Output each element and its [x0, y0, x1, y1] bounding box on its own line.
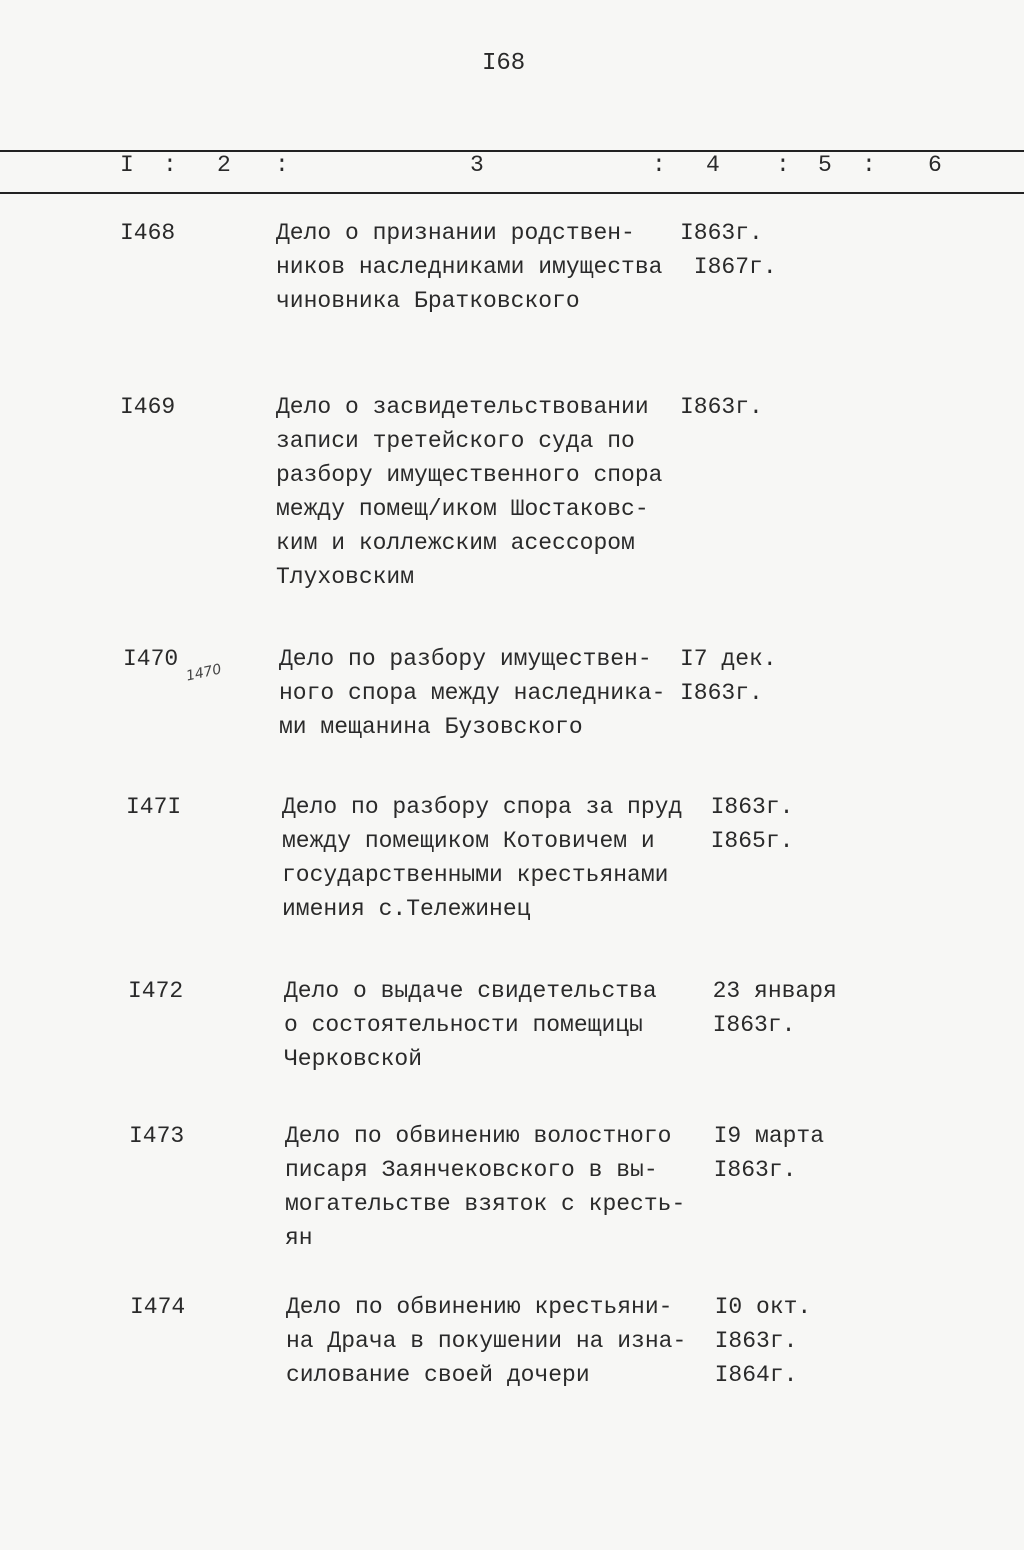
- description-line: могательстве взяток с кресть-: [285, 1191, 686, 1217]
- entry-number: I468: [120, 220, 176, 246]
- column-2-header: 2: [217, 152, 231, 178]
- description-line: Дело по разбору имуществен-: [279, 646, 652, 672]
- entry-description: [279, 642, 665, 744]
- description-line: о состоятельности помещицы: [284, 1012, 643, 1038]
- column-4-header: 4: [706, 152, 720, 178]
- entry-dates: [686, 1119, 824, 1187]
- column-separator: :: [163, 152, 177, 178]
- date-line: I863г.: [680, 394, 763, 420]
- date-line: I863г.: [687, 1328, 798, 1354]
- entry-dates: [680, 390, 763, 424]
- description-line: Дело по обвинению волостного: [285, 1123, 672, 1149]
- entry-description: [285, 1119, 685, 1255]
- description-line: ким и коллежским асессором: [276, 530, 635, 556]
- description-line: чиновника Братковского: [276, 288, 580, 314]
- description-line: между помещ/иком Шостаковс-: [276, 496, 649, 522]
- entry-dates: [683, 790, 793, 858]
- table-header-bottom-rule: [0, 192, 1024, 194]
- entry-number: I472: [128, 978, 184, 1004]
- date-line: I865г.: [683, 828, 794, 854]
- description-line: ян: [285, 1225, 313, 1251]
- description-line: Дело о засвидетельствовании: [276, 394, 649, 420]
- date-line: I863г.: [680, 680, 763, 706]
- date-line: 23 января: [685, 978, 837, 1004]
- description-line: ников наследниками имущества: [276, 254, 663, 280]
- page-number: I68: [482, 50, 526, 77]
- entry-description: [284, 974, 657, 1076]
- description-line: Дело о признании родствен-: [276, 220, 635, 246]
- date-line: I867г.: [680, 254, 777, 280]
- column-3-header: 3: [470, 152, 484, 178]
- description-line: силование своей дочери: [286, 1362, 590, 1388]
- column-5-header: 5: [818, 152, 832, 178]
- column-separator: :: [776, 152, 790, 178]
- date-line: I864г.: [687, 1362, 798, 1388]
- entry-dates: [685, 974, 837, 1042]
- date-line: I0 окт.: [687, 1294, 812, 1320]
- description-line: на Драча в покушении на изна-: [286, 1328, 687, 1354]
- description-line: писаря Заянчековского в вы-: [285, 1157, 658, 1183]
- entry-description: [286, 1290, 686, 1392]
- entry-number: I469: [120, 394, 176, 420]
- column-separator: :: [652, 152, 666, 178]
- entry-description: [276, 216, 662, 318]
- date-line: I863г.: [680, 220, 763, 246]
- handwritten-note: 1470: [184, 661, 223, 685]
- description-line: Тлуховским: [276, 564, 415, 590]
- entry-number: I470: [123, 646, 179, 672]
- entry-description: [282, 790, 682, 926]
- column-6-header: 6: [928, 152, 942, 178]
- description-line: Дело о выдаче свидетельства: [284, 978, 657, 1004]
- entry-number: I47I: [126, 794, 182, 820]
- description-line: Черковской: [284, 1046, 423, 1072]
- date-line: I863г.: [686, 1157, 797, 1183]
- entry-description: [276, 390, 662, 594]
- entry-dates: [680, 216, 777, 284]
- description-line: между помещиком Котовичем и: [282, 828, 655, 854]
- description-line: ми мещанина Бузовского: [279, 714, 583, 740]
- description-line: Дело по обвинению крестьяни-: [286, 1294, 673, 1320]
- description-line: ного спора между наследника-: [279, 680, 666, 706]
- column-separator: :: [275, 152, 289, 178]
- description-line: Дело по разбору спора за пруд: [282, 794, 683, 820]
- description-line: имения с.Тележинец: [282, 896, 531, 922]
- date-line: I7 дек.: [680, 646, 777, 672]
- description-line: записи третейского суда по: [276, 428, 635, 454]
- description-line: государственными крестьянами: [282, 862, 669, 888]
- date-line: I863г.: [683, 794, 794, 820]
- entry-dates: [680, 642, 777, 710]
- column-separator: :: [862, 152, 876, 178]
- entry-number: I473: [129, 1123, 185, 1149]
- description-line: разбору имущественного спора: [276, 462, 663, 488]
- column-1-header: I: [120, 152, 134, 178]
- entry-dates: [687, 1290, 811, 1392]
- date-line: I863г.: [685, 1012, 796, 1038]
- entry-number: I474: [130, 1294, 186, 1320]
- date-line: I9 марта: [686, 1123, 825, 1149]
